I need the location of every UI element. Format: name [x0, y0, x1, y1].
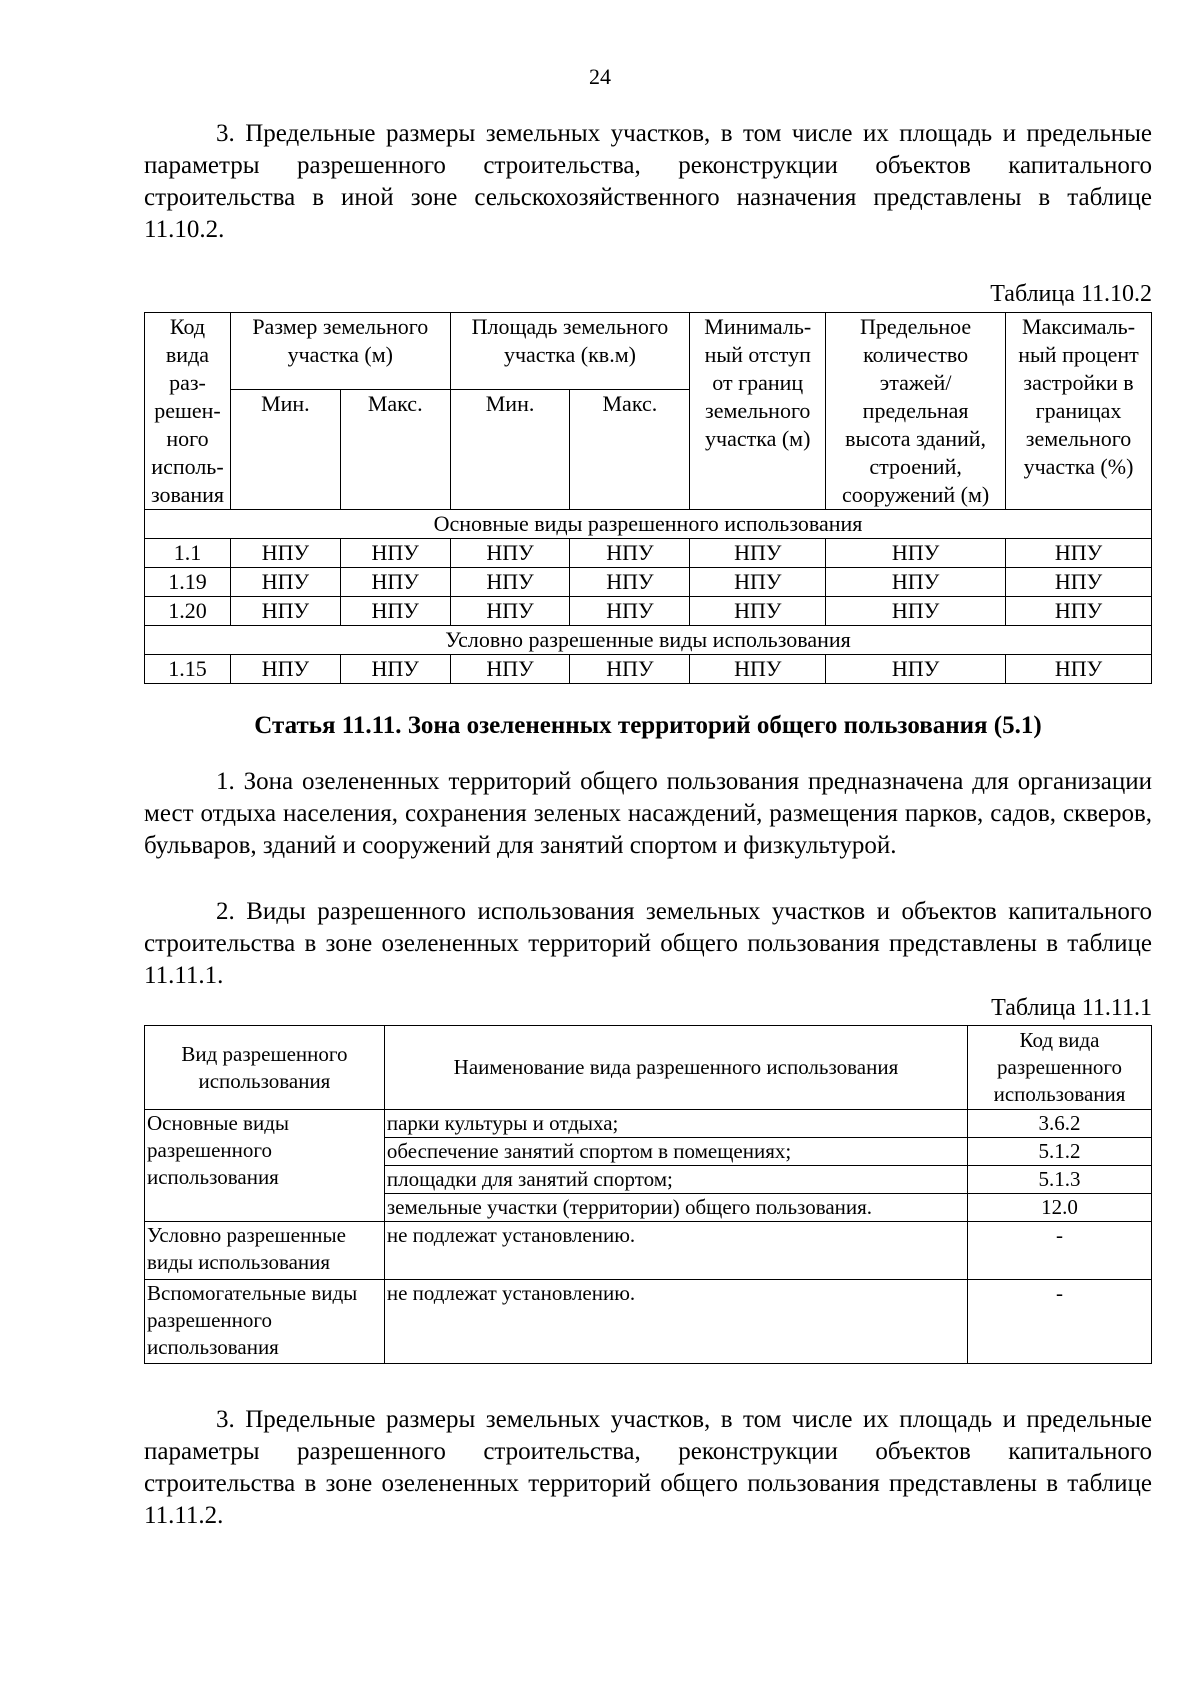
paragraph-number: 3.	[216, 120, 235, 147]
use-code-cell: 5.1.3	[968, 1166, 1152, 1194]
use-name-cell: площадки для занятий спортом;	[384, 1166, 967, 1194]
paragraph-zone-purpose	[144, 766, 1152, 862]
header-plot-size: Размер земельного участка (м)	[230, 313, 450, 390]
group-auxiliary-uses: Вспомогательные виды разрешенного использования	[145, 1280, 385, 1364]
paragraph-text: Предельные размеры земельных участков, в том числе их площадь и предельные параметры разрешенного строительства, реконструкции объектов капитального строительства в иной зоне сельскохозяйственного назначения представлены в таблице 11.10.2.	[144, 120, 1153, 243]
use-code-cell: 5.1.2	[968, 1138, 1152, 1166]
table-cell: 1.1	[145, 539, 231, 568]
table-cell: 1.19	[145, 568, 231, 597]
group-main-uses: Основные виды разрешенного использования	[145, 1110, 385, 1222]
paragraph-number: 2.	[216, 898, 235, 925]
table-cell: НПУ	[340, 597, 450, 626]
header-code: Код вида раз-решен-ного исполь-зования	[145, 313, 231, 510]
header-min-offset: Минималь-ный отступ от границ земельного участка (м)	[690, 313, 826, 510]
table-permitted-uses-green-zone	[144, 1025, 1152, 1364]
use-name-cell: земельные участки (территории) общего пользования.	[384, 1194, 967, 1222]
header-floors: Предельное количество этажей/ предельная высота зданий, строений, сооружений (м)	[826, 313, 1006, 510]
header-use-code: Код вида разрешенного использования	[968, 1026, 1152, 1110]
use-code-cell: 12.0	[968, 1194, 1152, 1222]
paragraph-limit-sizes-green	[144, 1404, 1152, 1532]
table-row	[145, 655, 1152, 684]
table-cell: НПУ	[1006, 597, 1152, 626]
section-row-conditional	[145, 626, 1152, 655]
paragraph-number: 1.	[216, 768, 235, 795]
table-caption-11-10-2: Таблица 11.10.2	[990, 281, 1152, 307]
table-cell: 1.20	[145, 597, 231, 626]
table-cell: НПУ	[340, 655, 450, 684]
table-cell: НПУ	[826, 539, 1006, 568]
use-code-cell: 3.6.2	[968, 1110, 1152, 1138]
table-cell: НПУ	[340, 539, 450, 568]
table-row	[145, 1110, 1152, 1138]
table-cell: НПУ	[690, 655, 826, 684]
table-cell: НПУ	[570, 655, 690, 684]
section-conditional-label: Условно разрешенные виды использования	[145, 626, 1152, 655]
header-area-max: Макс.	[570, 390, 690, 510]
use-name-cell: обеспечение занятий спортом в помещениях;	[384, 1138, 967, 1166]
paragraph-text: Виды разрешенного использования земельных участков и объектов капитального строительства в зоне озелененных территорий общего пользования представлены в таблице 11.11.1.	[144, 898, 1153, 989]
table-row	[145, 539, 1152, 568]
article-heading: Статья 11.11. Зона озелененных территорий общего пользования (5.1)	[254, 712, 1042, 739]
table-cell: НПУ	[1006, 655, 1152, 684]
table-cell: НПУ	[1006, 568, 1152, 597]
table-limit-parameters-agri	[144, 312, 1152, 684]
table-cell: НПУ	[826, 597, 1006, 626]
table-row	[145, 1280, 1152, 1364]
table-cell: НПУ	[230, 539, 340, 568]
section-row-main	[145, 510, 1152, 539]
use-code-cell: -	[968, 1280, 1152, 1364]
table-cell: НПУ	[450, 655, 570, 684]
table-cell: НПУ	[826, 655, 1006, 684]
use-name-cell: парки культуры и отдыха;	[384, 1110, 967, 1138]
table-cell: НПУ	[690, 597, 826, 626]
paragraph-permitted-uses	[144, 896, 1152, 992]
paragraph-text: Зона озелененных территорий общего пользования предназначена для организации мест отдыха населения, сохранения зеленых насаждений, размещения парков, садов, скверов, бульваров, зданий и сооружений для занятий спортом и физкультурой.	[144, 768, 1152, 859]
header-max-percent: Максималь-ный процент застройки в границах земельного участка (%)	[1006, 313, 1152, 510]
header-area-min: Мин.	[450, 390, 570, 510]
table-cell: 1.15	[145, 655, 231, 684]
header-use-type: Вид разрешенного использования	[145, 1026, 385, 1110]
page-number: 24	[589, 64, 611, 89]
paragraph-number: 3.	[216, 1406, 235, 1433]
group-conditional-uses: Условно разрешенные виды использования	[145, 1222, 385, 1280]
table-cell: НПУ	[450, 597, 570, 626]
header-plot-area: Площадь земельного участка (кв.м)	[450, 313, 690, 390]
table-cell: НПУ	[690, 539, 826, 568]
use-name-cell: не подлежат установлению.	[384, 1222, 967, 1280]
table-row	[145, 568, 1152, 597]
table-row	[145, 597, 1152, 626]
table-cell: НПУ	[230, 597, 340, 626]
section-main-label: Основные виды разрешенного использования	[145, 510, 1152, 539]
use-name-cell: не подлежат установлению.	[384, 1280, 967, 1364]
header-use-name: Наименование вида разрешенного использования	[384, 1026, 967, 1110]
table-cell: НПУ	[690, 568, 826, 597]
table-cell: НПУ	[826, 568, 1006, 597]
table-cell: НПУ	[570, 597, 690, 626]
table-cell: НПУ	[450, 568, 570, 597]
table-cell: НПУ	[570, 568, 690, 597]
table-row	[145, 1222, 1152, 1280]
paragraph-text: Предельные размеры земельных участков, в том числе их площадь и предельные параметры разрешенного строительства, реконструкции объектов капитального строительства в зоне озелененных территорий общего пользования представлены в таблице 11.11.2.	[144, 1406, 1153, 1529]
table-cell: НПУ	[1006, 539, 1152, 568]
table-cell: НПУ	[340, 568, 450, 597]
table-cell: НПУ	[230, 655, 340, 684]
header-size-min: Мин.	[230, 390, 340, 510]
table-cell: НПУ	[230, 568, 340, 597]
table-cell: НПУ	[570, 539, 690, 568]
header-size-max: Макс.	[340, 390, 450, 510]
table-cell: НПУ	[450, 539, 570, 568]
use-code-cell: -	[968, 1222, 1152, 1280]
table-header-row	[145, 313, 1152, 390]
paragraph-limit-sizes-agri	[144, 118, 1152, 246]
table-header-row	[145, 1026, 1152, 1110]
table-caption-11-11-1: Таблица 11.11.1	[991, 995, 1152, 1021]
